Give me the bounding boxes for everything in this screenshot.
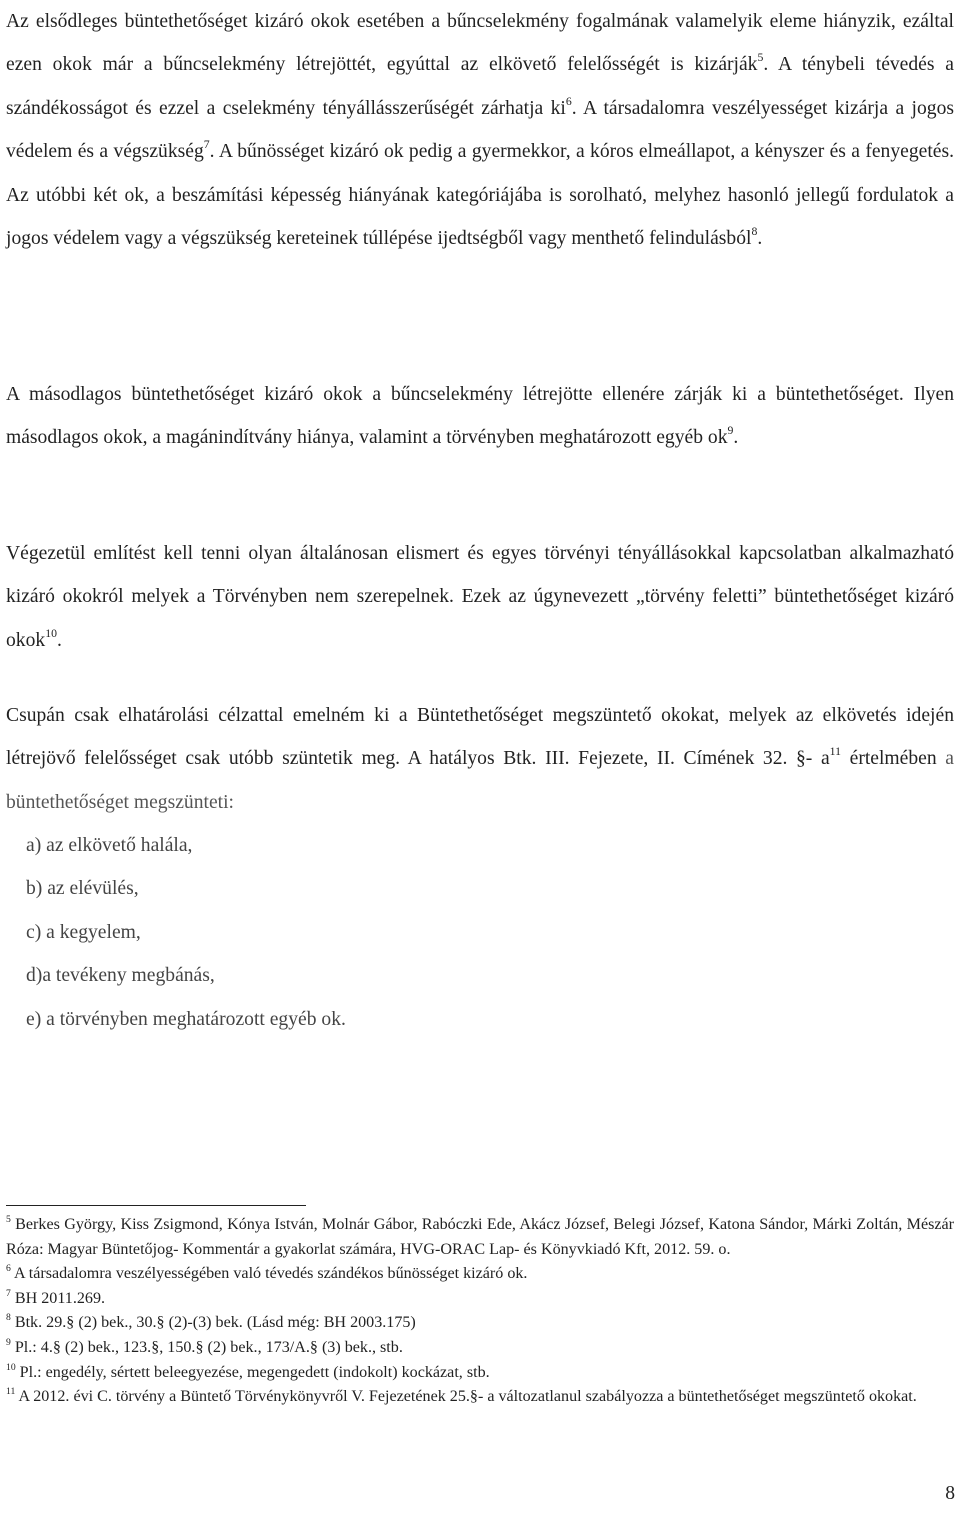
paragraph-supra-legal [6, 532, 954, 662]
footnote-7 [6, 1287, 954, 1312]
footnote-number: 10 [6, 1361, 16, 1373]
footnotes [6, 1213, 954, 1410]
paragraph-text: . [757, 228, 763, 250]
footnote-9 [6, 1336, 954, 1361]
paragraph-termination-grounds [6, 694, 954, 824]
footnote-5 [6, 1213, 954, 1262]
footnote-ref-5[interactable]: 5 [757, 51, 764, 65]
page-number: 8 [945, 1483, 955, 1504]
footnote-6 [6, 1262, 954, 1287]
paragraph-text: értelmében [841, 748, 946, 770]
paragraph-text: . A társadalomra veszélyességet kizárja a jogos védelem és a végszükség [6, 97, 955, 163]
footnote-ref-10[interactable]: 10 [45, 627, 57, 640]
footnote-number: 7 [6, 1287, 11, 1299]
footnote-separator [6, 1205, 306, 1206]
footnote-ref-9[interactable]: 9 [727, 424, 734, 438]
list-item: c) a kegyelem, [26, 921, 141, 943]
termination-grounds-list [26, 824, 346, 1041]
paragraph-secondary-exclusion [6, 373, 954, 460]
paragraph-text: Az elsődleges büntethetőséget kizáró okok esetében a bűncselekmény fogalmának valamelyik eleme hiányzik, ezáltal ezen okok már a bűncselekmény létrejöttét, egyúttal az elkövető felelősségét is kizárják [6, 11, 954, 76]
footnote-number: 11 [6, 1385, 16, 1397]
paragraph-text: . [733, 427, 739, 449]
paragraph-text: A másodlagos büntethetőséget kizáró okok a bűncselekmény létrejötte ellenére zárják ki a büntethetőséget. Ilyen másodlagos okok, a magánindítvány hiánya, valamint a törvényben meghatározott egyéb ok [6, 384, 954, 449]
footnote-text: Pl.: 4.§ (2) bek., 123.§, 150.§ (2) bek., 173/A.§ (3) bek., stb. [10, 1338, 403, 1356]
footnote-ref-6[interactable]: 6 [565, 95, 572, 108]
paragraph-primary-exclusion [6, 0, 954, 260]
footnote-text: A társadalomra veszélyességében való tévedés szándékos bűnösséget kizáró ok. [10, 1265, 528, 1283]
footnote-number: 9 [6, 1336, 11, 1348]
footnote-number: 6 [6, 1262, 11, 1274]
footnote-ref-11[interactable]: 11 [829, 745, 841, 759]
list-item: a) az elkövető halála, [26, 835, 193, 856]
list-item: b) az elévülés, [26, 878, 139, 900]
footnote-ref-8[interactable]: 8 [751, 225, 758, 239]
footnote-text: A 2012. évi C. törvény a Büntető Törvénykönyvről V. Fejezetének 25.§- a változatlanul szabályozza a büntethetőséget megszüntető okokat. [15, 1388, 917, 1406]
paragraph-text: a büntethetőséget megszünteti: [6, 748, 954, 813]
footnote-text: BH 2011.269. [10, 1289, 106, 1307]
paragraph-text: . [56, 629, 62, 651]
paragraph-text: . A ténybeli tévedés a szándékosságot és ezzel a cselekmény tényállásszerűségét zárhatja ki [6, 54, 954, 119]
footnote-8 [6, 1311, 954, 1336]
footnote-number: 5 [6, 1213, 11, 1225]
footnote-10 [6, 1361, 954, 1386]
footnote-text: Berkes György, Kiss Zsigmond, Kónya István, Molnár Gábor, Rabóczki Ede, Akácz József, Belegi József, Katona Sándor, Márki Zoltán, Mészár Róza: Magyar Büntetőjog- Kommentár a gyakorlat számára, HVG-ORAC Lap- és Könyvkiadó Kft, 2012. 59. o. [6, 1216, 954, 1258]
footnote-text: Pl.: engedély, sértett beleegyezése, megengedett (indokolt) kockázat, stb. [15, 1363, 490, 1381]
footnote-text: Btk. 29.§ (2) bek., 30.§ (2)-(3) bek. (Lásd még: BH 2003.175) [10, 1314, 416, 1332]
paragraph-text: . A bűnösséget kizáró ok pedig a gyermekkor, a kóros elmeállapot, a kényszer és a fenyegetés. Az utóbbi két ok, a beszámítási képesség hiányának kategóriájába is sorolható, melyhez hasonló jellegű fordulatok a jogos védelem vagy a végszükség kereteinek túllépése ijedtségből vagy menthető felindulásból [6, 141, 954, 250]
list-item: d)a tevékeny megbánás, [26, 965, 215, 987]
footnote-ref-7[interactable]: 7 [203, 138, 210, 152]
paragraph-text: Csupán csak elhatárolási célzattal emelném ki a Büntethetőséget megszüntető okokat, melyek az elkövetés idején létrejövő felelősséget csak utóbb szüntetik meg. A hatályos Btk. III. Fejezete, II. Címének 32. §- a [6, 705, 954, 770]
list-item: e) a törvényben meghatározott egyéb ok. [26, 1008, 346, 1030]
footnote-number: 8 [6, 1312, 11, 1324]
paragraph-text: Végezetül említést kell tenni olyan általánosan elismert és egyes törvényi tényállásokkal kapcsolatban alkalmazható kizáró okokról melyek a Törvényben nem szerepelnek. Ezek az úgynevezett „törvény feletti” büntethetőséget kizáró okok [6, 543, 954, 651]
footnote-11 [6, 1385, 954, 1410]
